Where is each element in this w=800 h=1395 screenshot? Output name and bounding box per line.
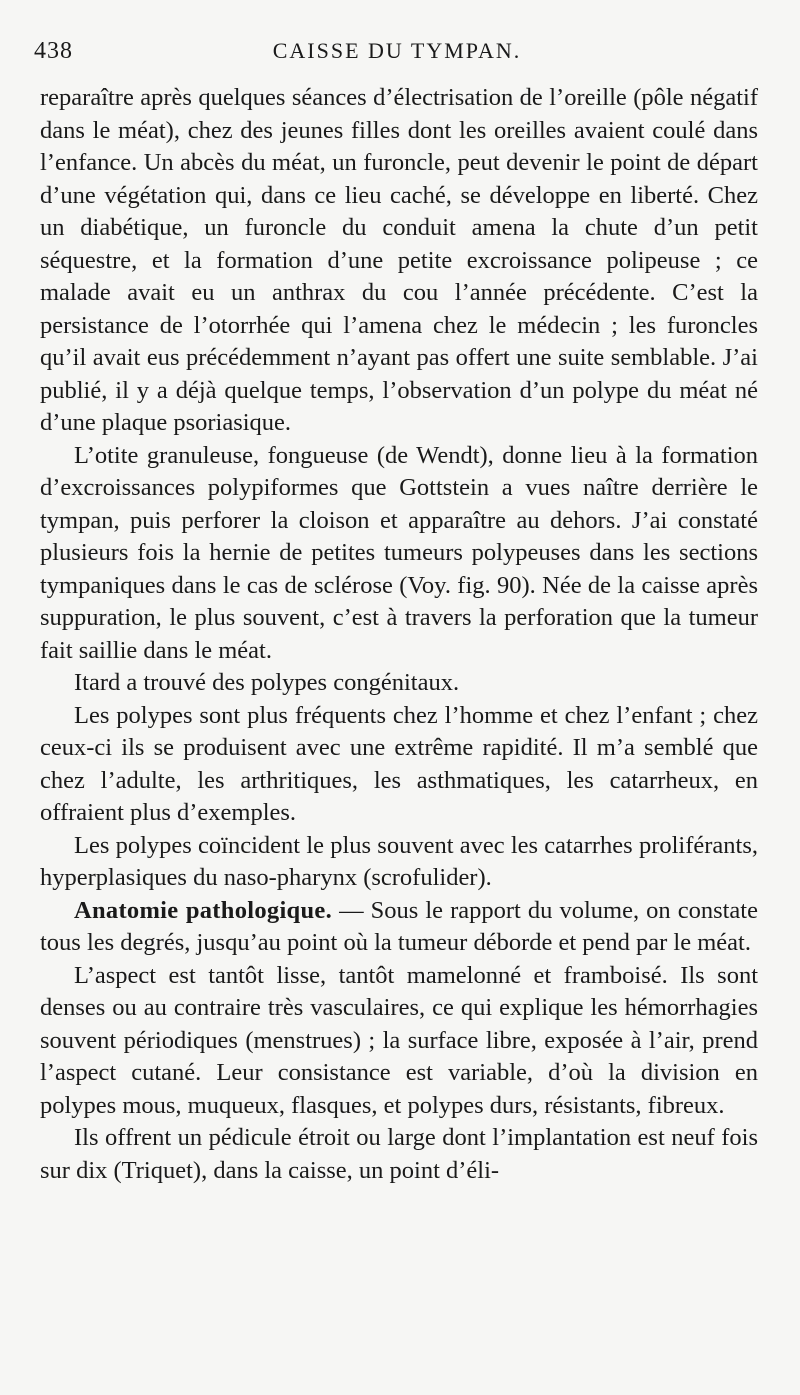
page-number: 438 [34, 38, 73, 64]
section-paragraph: Anatomie pathologique. — Sous le rapport du volume, on constate tous les degrés, jusqu’au point où la tumeur déborde et pend par le méat. [40, 896, 758, 956]
section-heading: Anatomie pathologique. [74, 896, 333, 924]
running-title: CAISSE DU TYMPAN. [272, 38, 522, 63]
body-text [40, 82, 758, 1187]
paragraph: reparaître après quelques séances d’électrisation de l’oreille (pôle négatif dans le méat), chez des jeunes filles dont les oreilles avaient coulé dans l’enfance. Un abcès du méat, un furoncle, peut devenir le point de départ d’une végétation qui, dans ce lieu caché, se développe en liberté. Chez un diabétique, un furoncle du conduit amena la chute d’un petit séquestre, et la formation d’une petite excroissance polipeuse ; ce malade avait eu un anthrax du cou l’année précédente. C’est la persistance de l’otorrhée qui l’amena chez le médecin ; les furoncles qu’il avait eus précédemment n’ayant pas offert une suite semblable. J’ai publié, il y a déjà quelque temps, l’observation d’un polype du méat né d’une plaque psoriasique. [40, 84, 758, 436]
paragraph: Les polypes coïncident le plus souvent avec les catarrhes proliférants, hyperplasiques du naso-pharynx (scrofulider). [40, 831, 758, 891]
paragraph: Les polypes sont plus fréquents chez l’homme et chez l’enfant ; chez ceux-ci ils se produisent avec une extrême rapidité. Il m’a semblé que chez l’adulte, les arthritiques, les asthmatiques, les catarrheux, en offraient plus d’exemples. [40, 701, 758, 826]
paragraph: L’otite granuleuse, fongueuse (de Wendt), donne lieu à la formation d’excroissances polypiformes que Gottstein a vues naître derrière le tympan, puis perforer la cloison et apparaître au dehors. J’ai constaté plusieurs fois la hernie de petites tumeurs polypeuses dans les sections tympaniques dans le cas de sclérose (Voy. fig. 90). Née de la caisse après suppuration, le plus souvent, c’est à travers la perforation que la tumeur fait saillie dans le méat. [40, 441, 758, 664]
paragraph: Ils offrent un pédicule étroit ou large dont l’implantation est neuf fois sur dix (Triquet), dans la caisse, un point d’éli- [40, 1124, 758, 1184]
paragraph: L’aspect est tantôt lisse, tantôt mamelonné et framboisé. Ils sont denses ou au contraire très vasculaires, ce qui explique les hémorrhagies souvent périodiques (menstrues) ; la surface libre, exposée à l’air, prend l’aspect cutané. Leur consistance est variable, d’où la division en polypes mous, muqueux, flasques, et polypes durs, résistants, fibreux. [40, 961, 758, 1119]
page-header [34, 38, 760, 70]
paragraph: Itard a trouvé des polypes congénitaux. [74, 669, 460, 696]
